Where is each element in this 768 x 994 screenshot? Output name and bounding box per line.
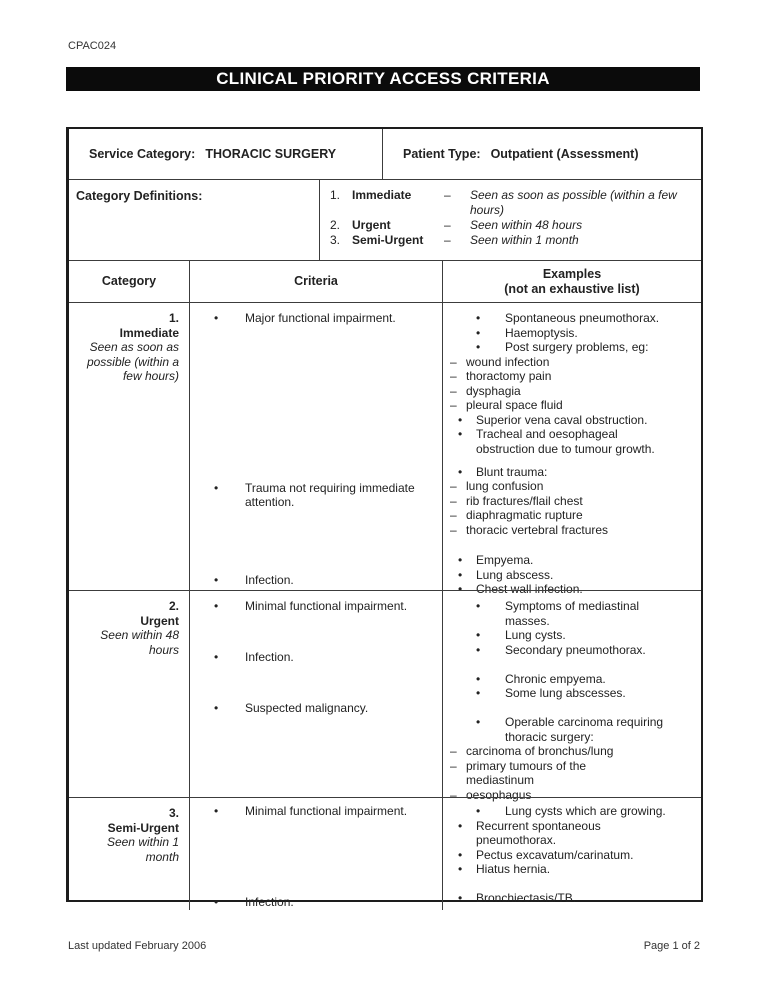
bullet-item: [443, 672, 701, 687]
bullet-marker: •: [214, 895, 219, 910]
bullet-item: [443, 804, 701, 819]
patient-type-label: Patient Type:: [403, 147, 481, 161]
table-row-semi-urgent: [69, 797, 701, 910]
criteria-cell-immediate: [190, 303, 443, 590]
dash-item: [443, 508, 701, 523]
bullet-marker: •: [458, 464, 463, 479]
dash-marker: –: [450, 398, 457, 412]
dash-item: [443, 744, 701, 759]
dash-item: [443, 355, 701, 370]
bullet-marker: •: [214, 480, 219, 495]
bullet-item: [190, 311, 442, 326]
dash-marker: –: [450, 354, 457, 369]
bullet-marker: •: [476, 686, 481, 700]
dash-marker: –: [450, 758, 457, 773]
list-item-text: Hiatus hernia.: [476, 862, 551, 876]
definition-item: [330, 233, 695, 248]
bullet-marker: •: [458, 553, 463, 568]
bullet-marker: •: [476, 599, 481, 613]
category-cell-immediate: [69, 303, 190, 590]
bullet-item: [443, 819, 701, 848]
blank-space: [190, 819, 442, 896]
column-header-row: [69, 260, 701, 302]
dash-marker: –: [450, 508, 457, 523]
patient-type-value: Outpatient (Assessment): [490, 147, 639, 161]
bullet-marker: •: [458, 862, 463, 876]
examples-header-label: Examples: [542, 266, 602, 281]
service-category-cell: [69, 129, 383, 179]
blank-space: [190, 664, 442, 700]
definition-dash: –: [444, 218, 451, 232]
dash-marker: –: [450, 787, 457, 802]
bullet-marker: •: [458, 818, 463, 833]
list-item-text: diaphragmatic rupture: [466, 508, 583, 523]
page-title: CLINICAL PRIORITY ACCESS CRITERIA: [216, 69, 550, 88]
list-item-text: Minimal functional impairment.: [245, 599, 408, 613]
list-item-text: Infection.: [245, 573, 294, 588]
list-item-text: Superior vena caval obstruction.: [476, 412, 648, 427]
bullet-marker: •: [458, 567, 463, 582]
definition-number: 3.: [330, 233, 341, 247]
list-item-text: Infection.: [245, 649, 294, 664]
bullet-marker: •: [214, 649, 219, 664]
blank-space: [443, 657, 701, 672]
list-item-text: Lung cysts which are growing.: [505, 804, 666, 818]
patient-type-cell: [383, 129, 701, 179]
list-item-text: Major functional impairment.: [245, 311, 396, 325]
bullet-item: [443, 891, 701, 906]
list-item-text: dysphagia: [466, 383, 521, 398]
category-number: 2.: [168, 599, 179, 613]
category-definitions-list: [320, 180, 701, 260]
category-column-header: [69, 261, 190, 302]
dash-marker: –: [450, 493, 457, 508]
list-item-text: oesophagus: [466, 787, 532, 802]
dash-item: [443, 398, 701, 413]
definition-text: Seen as soon as possible (within a few hours): [470, 188, 677, 217]
definition-number: 1.: [330, 188, 341, 202]
list-item-text: Bronchiectasis/TB.: [476, 891, 577, 905]
bullet-item: [443, 568, 701, 583]
category-number: 3.: [168, 806, 179, 820]
list-item-text: Blunt trauma:: [476, 464, 548, 479]
bullet-item: [443, 848, 701, 863]
dash-item: [443, 523, 701, 538]
criteria-header-label: Criteria: [294, 274, 338, 288]
bullet-marker: •: [476, 804, 481, 818]
bullet-marker: •: [214, 573, 219, 588]
table-row-urgent: [69, 590, 701, 802]
list-item-text: carcinoma of bronchus/lung: [466, 744, 614, 758]
dash-marker: –: [450, 383, 457, 398]
bullet-item: [443, 553, 701, 568]
bullet-item: [443, 465, 701, 480]
list-item-text: Secondary pneumothorax.: [505, 642, 646, 657]
category-cell-semi-urgent: [69, 798, 190, 910]
bullet-marker: •: [476, 311, 481, 325]
definition-dash: –: [444, 233, 451, 247]
definition-text: Seen within 48 hours: [470, 218, 583, 232]
bullet-item: [190, 573, 442, 588]
dash-item: [443, 759, 701, 788]
definition-number: 2.: [330, 218, 341, 232]
table-row-immediate: [69, 302, 701, 597]
bullet-item: [443, 643, 701, 658]
list-item-text: Trauma not requiring immediate attention.: [245, 480, 415, 510]
bullet-item: [190, 895, 442, 910]
bullet-marker: •: [476, 642, 481, 657]
bullet-marker: •: [214, 700, 219, 715]
list-item-text: Infection.: [245, 895, 294, 910]
bullet-marker: •: [476, 715, 481, 729]
dash-marker: –: [450, 744, 457, 758]
last-updated-text: Last updated February 2006: [68, 940, 207, 952]
category-number: 1.: [168, 311, 179, 325]
definition-name: Semi-Urgent: [352, 233, 424, 247]
list-item-text: Pectus excavatum/carinatum.: [476, 847, 634, 862]
bullet-item: [443, 599, 701, 628]
definition-name: Immediate: [352, 188, 412, 202]
title-banner: [66, 67, 700, 91]
category-definitions-label: Category Definitions:: [76, 189, 203, 203]
examples-header-note: (not an exhaustive list): [504, 281, 640, 296]
bullet-marker: •: [458, 891, 463, 905]
list-item-text: Operable carcinoma requiring thoracic surgery:: [505, 715, 664, 744]
dash-marker: –: [450, 522, 457, 537]
category-name: Immediate: [119, 325, 179, 340]
bullet-item: [190, 481, 442, 510]
list-item-text: rib fractures/flail chest: [466, 493, 583, 508]
list-item-text: Recurrent spontaneous pneumothorax.: [476, 818, 601, 847]
dash-item: [443, 369, 701, 384]
bullet-marker: •: [214, 311, 219, 325]
category-definitions-row: [69, 179, 701, 260]
blank-space: [443, 701, 701, 716]
dash-marker: –: [450, 369, 457, 383]
examples-column-header: [443, 261, 701, 302]
definition-text: Seen within 1 month: [470, 233, 579, 247]
bullet-marker: •: [458, 427, 463, 441]
criteria-document-table: [66, 127, 703, 910]
bullet-item: [190, 701, 442, 716]
bullet-item: [443, 340, 701, 355]
list-item-text: Chest wall infection.: [476, 582, 583, 597]
page-number-text: Page 1 of 2: [643, 940, 700, 952]
blank-space: [443, 456, 701, 465]
category-name: Urgent: [140, 613, 179, 628]
examples-cell-urgent: [443, 591, 701, 802]
bullet-item: [443, 862, 701, 877]
category-name: Semi-Urgent: [107, 820, 179, 835]
bullet-marker: •: [476, 340, 481, 354]
list-item-text: pleural space fluid: [466, 398, 563, 412]
service-category-row: [69, 129, 701, 179]
list-item-text: wound infection: [466, 354, 550, 369]
list-item-text: thoracic vertebral fractures: [466, 522, 609, 537]
category-description: Seen within 1 month: [106, 835, 179, 864]
criteria-cell-urgent: [190, 591, 443, 797]
bullet-marker: •: [214, 599, 219, 613]
bullet-item: [443, 628, 701, 643]
dash-marker: –: [450, 479, 457, 494]
bullet-item: [190, 650, 442, 665]
list-item-text: Symptoms of mediastinal masses.: [505, 599, 640, 628]
list-item-text: Lung abscess.: [476, 567, 554, 582]
bullet-marker: •: [458, 847, 463, 862]
list-item-text: Empyema.: [476, 553, 534, 568]
examples-cell-semi-urgent: [443, 798, 701, 910]
list-item-text: Post surgery problems, eg:: [505, 340, 649, 354]
document-code: CPAC024: [68, 40, 117, 52]
category-description: Seen within 48 hours: [100, 628, 179, 657]
list-item-text: Haemoptysis.: [505, 325, 578, 340]
examples-cell-immediate: [443, 303, 701, 597]
bullet-item: [190, 599, 442, 614]
list-item-text: Suspected malignancy.: [245, 700, 369, 715]
list-item-text: Chronic empyema.: [505, 671, 606, 686]
bullet-item: [443, 427, 701, 456]
bullet-marker: •: [458, 412, 463, 427]
bullet-item: [190, 804, 442, 819]
dash-item: [443, 479, 701, 494]
list-item-text: Some lung abscesses.: [505, 686, 626, 700]
dash-item: [443, 494, 701, 509]
bullet-marker: •: [458, 582, 463, 597]
category-definitions-label-cell: [69, 180, 320, 260]
list-item-text: thoractomy pain: [466, 369, 552, 383]
list-item-text: primary tumours of the mediastinum: [466, 758, 587, 787]
bullet-item: [443, 311, 701, 326]
bullet-item: [443, 413, 701, 428]
blank-space: [443, 877, 701, 892]
definition-item: [330, 218, 695, 233]
bullet-item: [443, 715, 701, 744]
bullet-marker: •: [476, 671, 481, 686]
definition-name: Urgent: [352, 218, 391, 232]
blank-space: [190, 510, 442, 574]
category-description: Seen as soon as possible (within a few hours): [86, 340, 179, 383]
list-item-text: Lung cysts.: [505, 628, 566, 642]
service-category-label: Service Category:: [89, 147, 196, 161]
bullet-marker: •: [214, 804, 219, 818]
definition-dash: –: [444, 188, 451, 202]
bullet-marker: •: [476, 325, 481, 340]
category-cell-urgent: [69, 591, 190, 797]
list-item-text: Spontaneous pneumothorax.: [505, 311, 660, 325]
list-item-text: Minimal functional impairment.: [245, 804, 408, 818]
criteria-column-header: [190, 261, 443, 302]
bullet-item: [443, 326, 701, 341]
bullet-item: [443, 686, 701, 701]
blank-space: [443, 537, 701, 553]
service-category-value: THORACIC SURGERY: [205, 147, 337, 161]
blank-space: [190, 326, 442, 481]
dash-item: [443, 384, 701, 399]
list-item-text: Tracheal and oesophageal obstruction due to tumour growth.: [476, 427, 655, 456]
criteria-cell-semi-urgent: [190, 798, 443, 910]
blank-space: [190, 614, 442, 650]
category-header-label: Category: [101, 274, 157, 288]
definition-item: [330, 188, 695, 218]
list-item-text: lung confusion: [466, 479, 544, 494]
bullet-marker: •: [476, 628, 481, 642]
